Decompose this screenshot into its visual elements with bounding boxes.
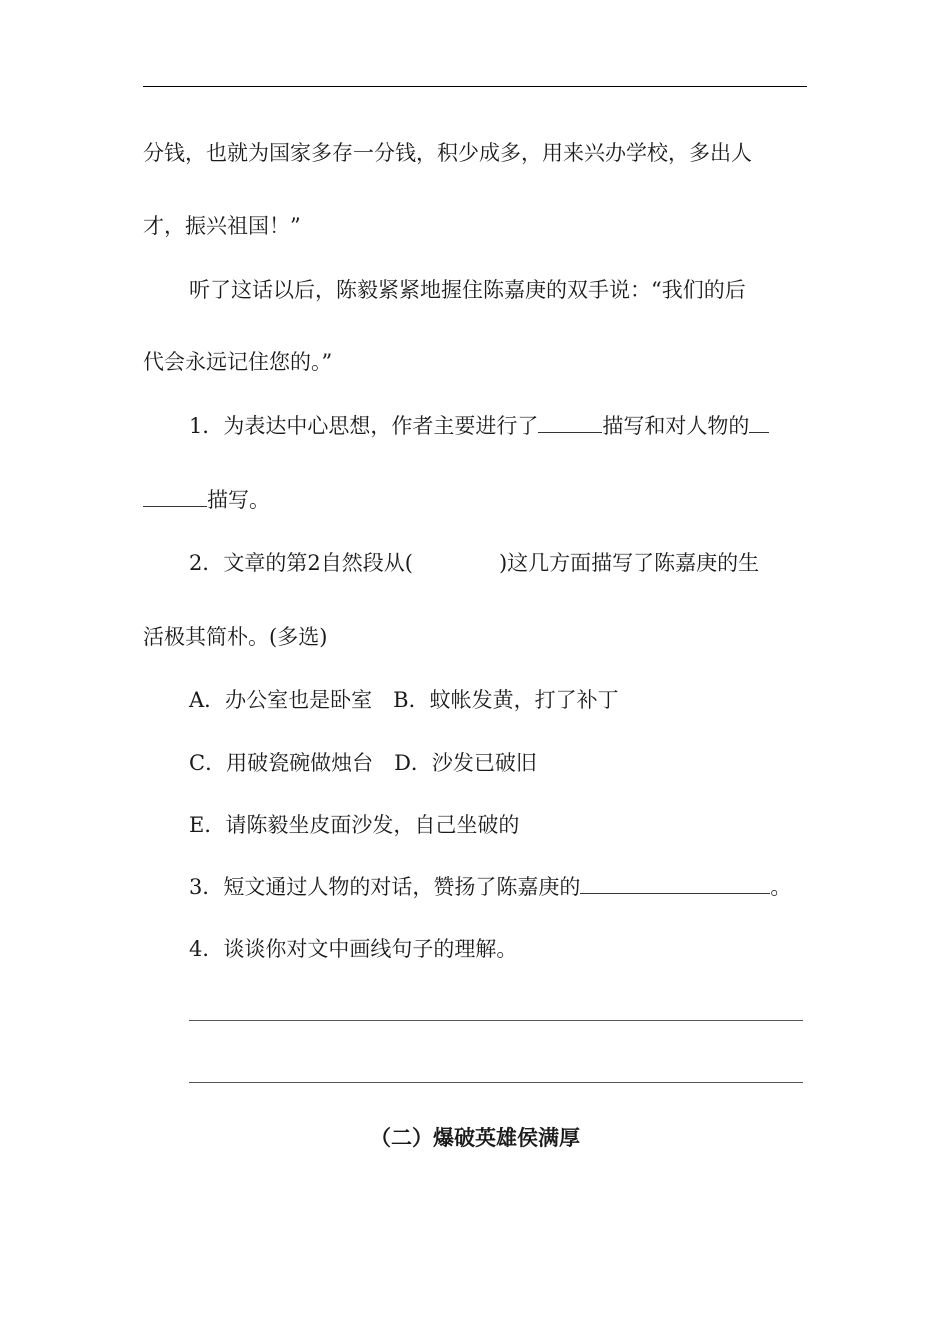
option-d[interactable]: D．沙发已破旧 (394, 751, 537, 775)
passage-line-4: 代会永远记住您的。” (143, 350, 333, 374)
question-1-blank-2-start[interactable] (749, 412, 769, 433)
question-1-continued (143, 486, 270, 514)
question-2 (189, 549, 759, 577)
question-2-options-row-1 (189, 686, 619, 714)
passage-line-1: 分钱，也就为国家多存一分钱，积少成多，用来兴办学校，多出人 (143, 141, 752, 165)
answer-line-1[interactable] (189, 1020, 803, 1021)
section-title: （二）爆破英雄侯满厚 (370, 1126, 580, 1150)
question-2-text-a: 2．文章的第 (189, 551, 308, 575)
question-2-text-c: )这几方面描写了陈嘉庚的生 (498, 551, 760, 575)
question-1 (189, 412, 769, 440)
question-2-text-b: 自然段从( (320, 551, 413, 575)
question-2-options-row-3 (189, 811, 519, 839)
question-2-options-row-2 (189, 749, 537, 777)
question-3 (189, 873, 791, 901)
question-1-text-c: 描写。 (207, 488, 270, 512)
option-b[interactable]: B．蚊帐发黄，打了补丁 (393, 688, 619, 712)
question-2-continued: 活极其简朴。(多选) (143, 625, 328, 649)
question-3-text-b: 。 (770, 875, 792, 899)
option-c[interactable]: C．用破瓷碗做烛台 (189, 751, 374, 775)
question-1-blank-1[interactable] (538, 412, 602, 433)
question-3-text-a: 3．短文通过人物的对话，赞扬了陈嘉庚的 (189, 875, 581, 899)
header-rule (143, 86, 807, 87)
answer-line-2[interactable] (189, 1082, 803, 1083)
question-1-text-b: 描写和对人物的 (602, 414, 750, 438)
option-e[interactable]: E．请陈毅坐皮面沙发，自己坐破的 (189, 813, 520, 837)
question-4: 4．谈谈你对文中画线句子的理解。 (189, 937, 518, 961)
question-2-paragraph-number: 2 (307, 551, 321, 575)
question-1-blank-2-end[interactable] (143, 486, 207, 507)
option-a[interactable]: A．办公室也是卧室 (189, 688, 373, 712)
passage-line-2: 才，振兴祖国！” (143, 214, 301, 238)
question-1-text-a: 1．为表达中心思想，作者主要进行了 (189, 414, 539, 438)
passage-line-3: 听了这话以后，陈毅紧紧地握住陈嘉庚的双手说：“我们的后 (189, 278, 746, 302)
question-3-blank[interactable] (580, 873, 770, 894)
